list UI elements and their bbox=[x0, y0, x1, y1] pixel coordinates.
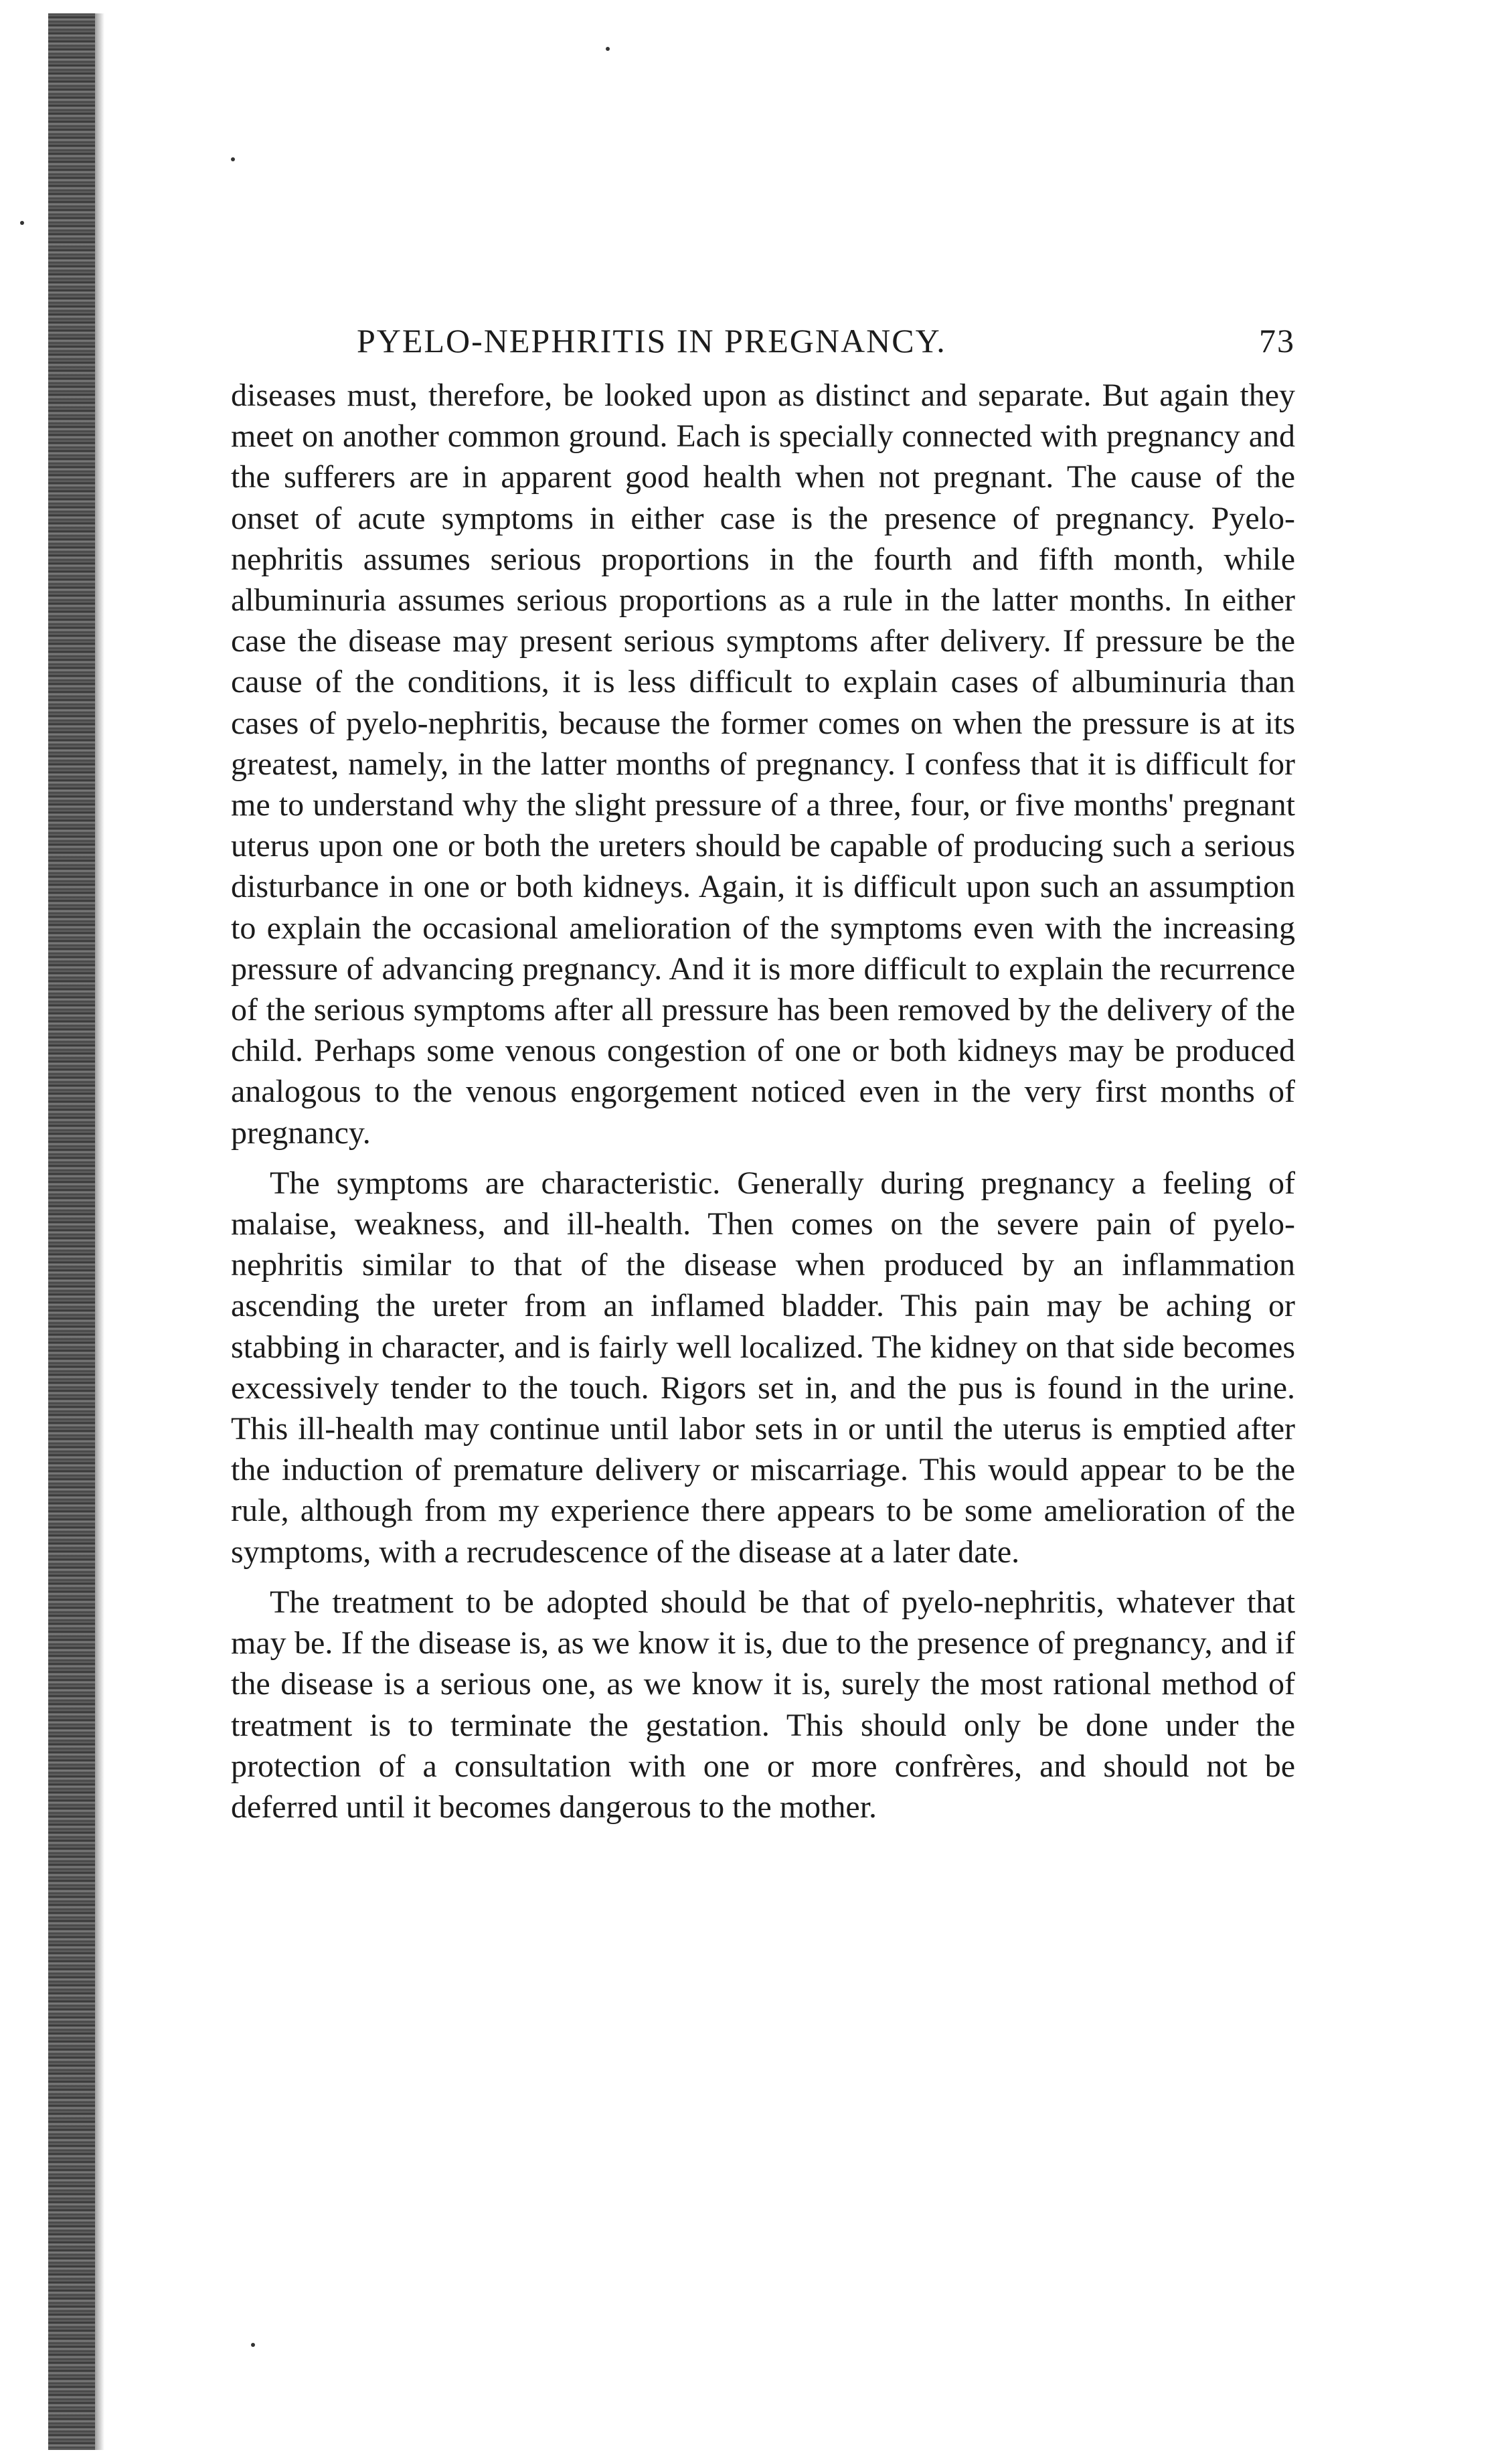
paragraph-treatment: The treatment to be adopted should be that of pyelo-nephritis, whatever that may be. If the disease is, as we know it is, due to the presence of pregnancy, and if the disease is a serious one, as we know it is, surely the most rational method of treatment is to terminate the gestation. This should only be done under the protection of a consultation with one or more confrères, and should not be deferred until it becomes dangerous to the mother. bbox=[231, 1584, 1295, 1825]
body-text bbox=[231, 375, 1295, 1827]
paragraph-symptoms: The symptoms are characteristic. Generally during pregnancy a feeling of malaise, weakness, and ill-health. Then comes on the severe pain of pyelo-nephritis similar to that of the disease when produced by an inflammation ascending the ureter from an inflamed bladder. This pain may be aching or stabbing in character, and is fairly well localized. The kidney on that side becomes excessively tender to the touch. Rigors set in, and the pus is found in the urine. This ill-health may continue until labor sets in or until the uterus is emptied after the induction of premature delivery or miscarriage. This would appear to be the rule, although from my experience there appears to be some amelioration of the symptoms, with a recrudescence of the disease at a later date. bbox=[231, 1165, 1295, 1570]
running-head-title: PYELO-NEPHRITIS IN PREGNANCY. bbox=[357, 322, 946, 359]
book-binding-edge bbox=[48, 13, 95, 2450]
book-page bbox=[231, 315, 1295, 1837]
paper-speck bbox=[20, 221, 24, 225]
paper-speck bbox=[231, 157, 235, 161]
paragraph-continuation: diseases must, therefore, be looked upon as distinct and separate. But again they meet on another common ground. Each is specially connected with pregnancy and the sufferers are in apparent good health when not pregnant. The cause of the onset of acute symptoms in either case is the presence of pregnancy. Pyelo-nephritis assumes serious proportions in the fourth and fifth month, while albuminuria assumes serious proportions as a rule in the latter months. In either case the disease may present serious symptoms after delivery. If pressure be the cause of the conditions, it is less difficult to explain cases of albuminuria than cases of pyelo-nephritis, because the former comes on when the pressure is at its greatest, namely, in the latter months of pregnancy. I confess that it is difficult for me to understand why the slight pressure of a three, four, or five months' pregnant uterus upon one or both the ureters should be capable of producing such a serious disturbance in one or both kidneys. Again, it is difficult upon such an assumption to explain the occasional amelioration of the symptoms even with the increasing pressure of advancing pregnancy. And it is more difficult to explain the recurrence of the serious symptoms after all pressure has been removed by the delivery of the child. Perhaps some venous congestion of one or both kidneys may be produced analogous to the venous engorgement noticed even in the very first months of pregnancy. bbox=[231, 378, 1295, 1151]
paper-speck bbox=[606, 47, 610, 51]
paper-speck bbox=[251, 2343, 255, 2347]
running-head bbox=[231, 315, 1295, 375]
page-number: 73 bbox=[1259, 322, 1295, 359]
